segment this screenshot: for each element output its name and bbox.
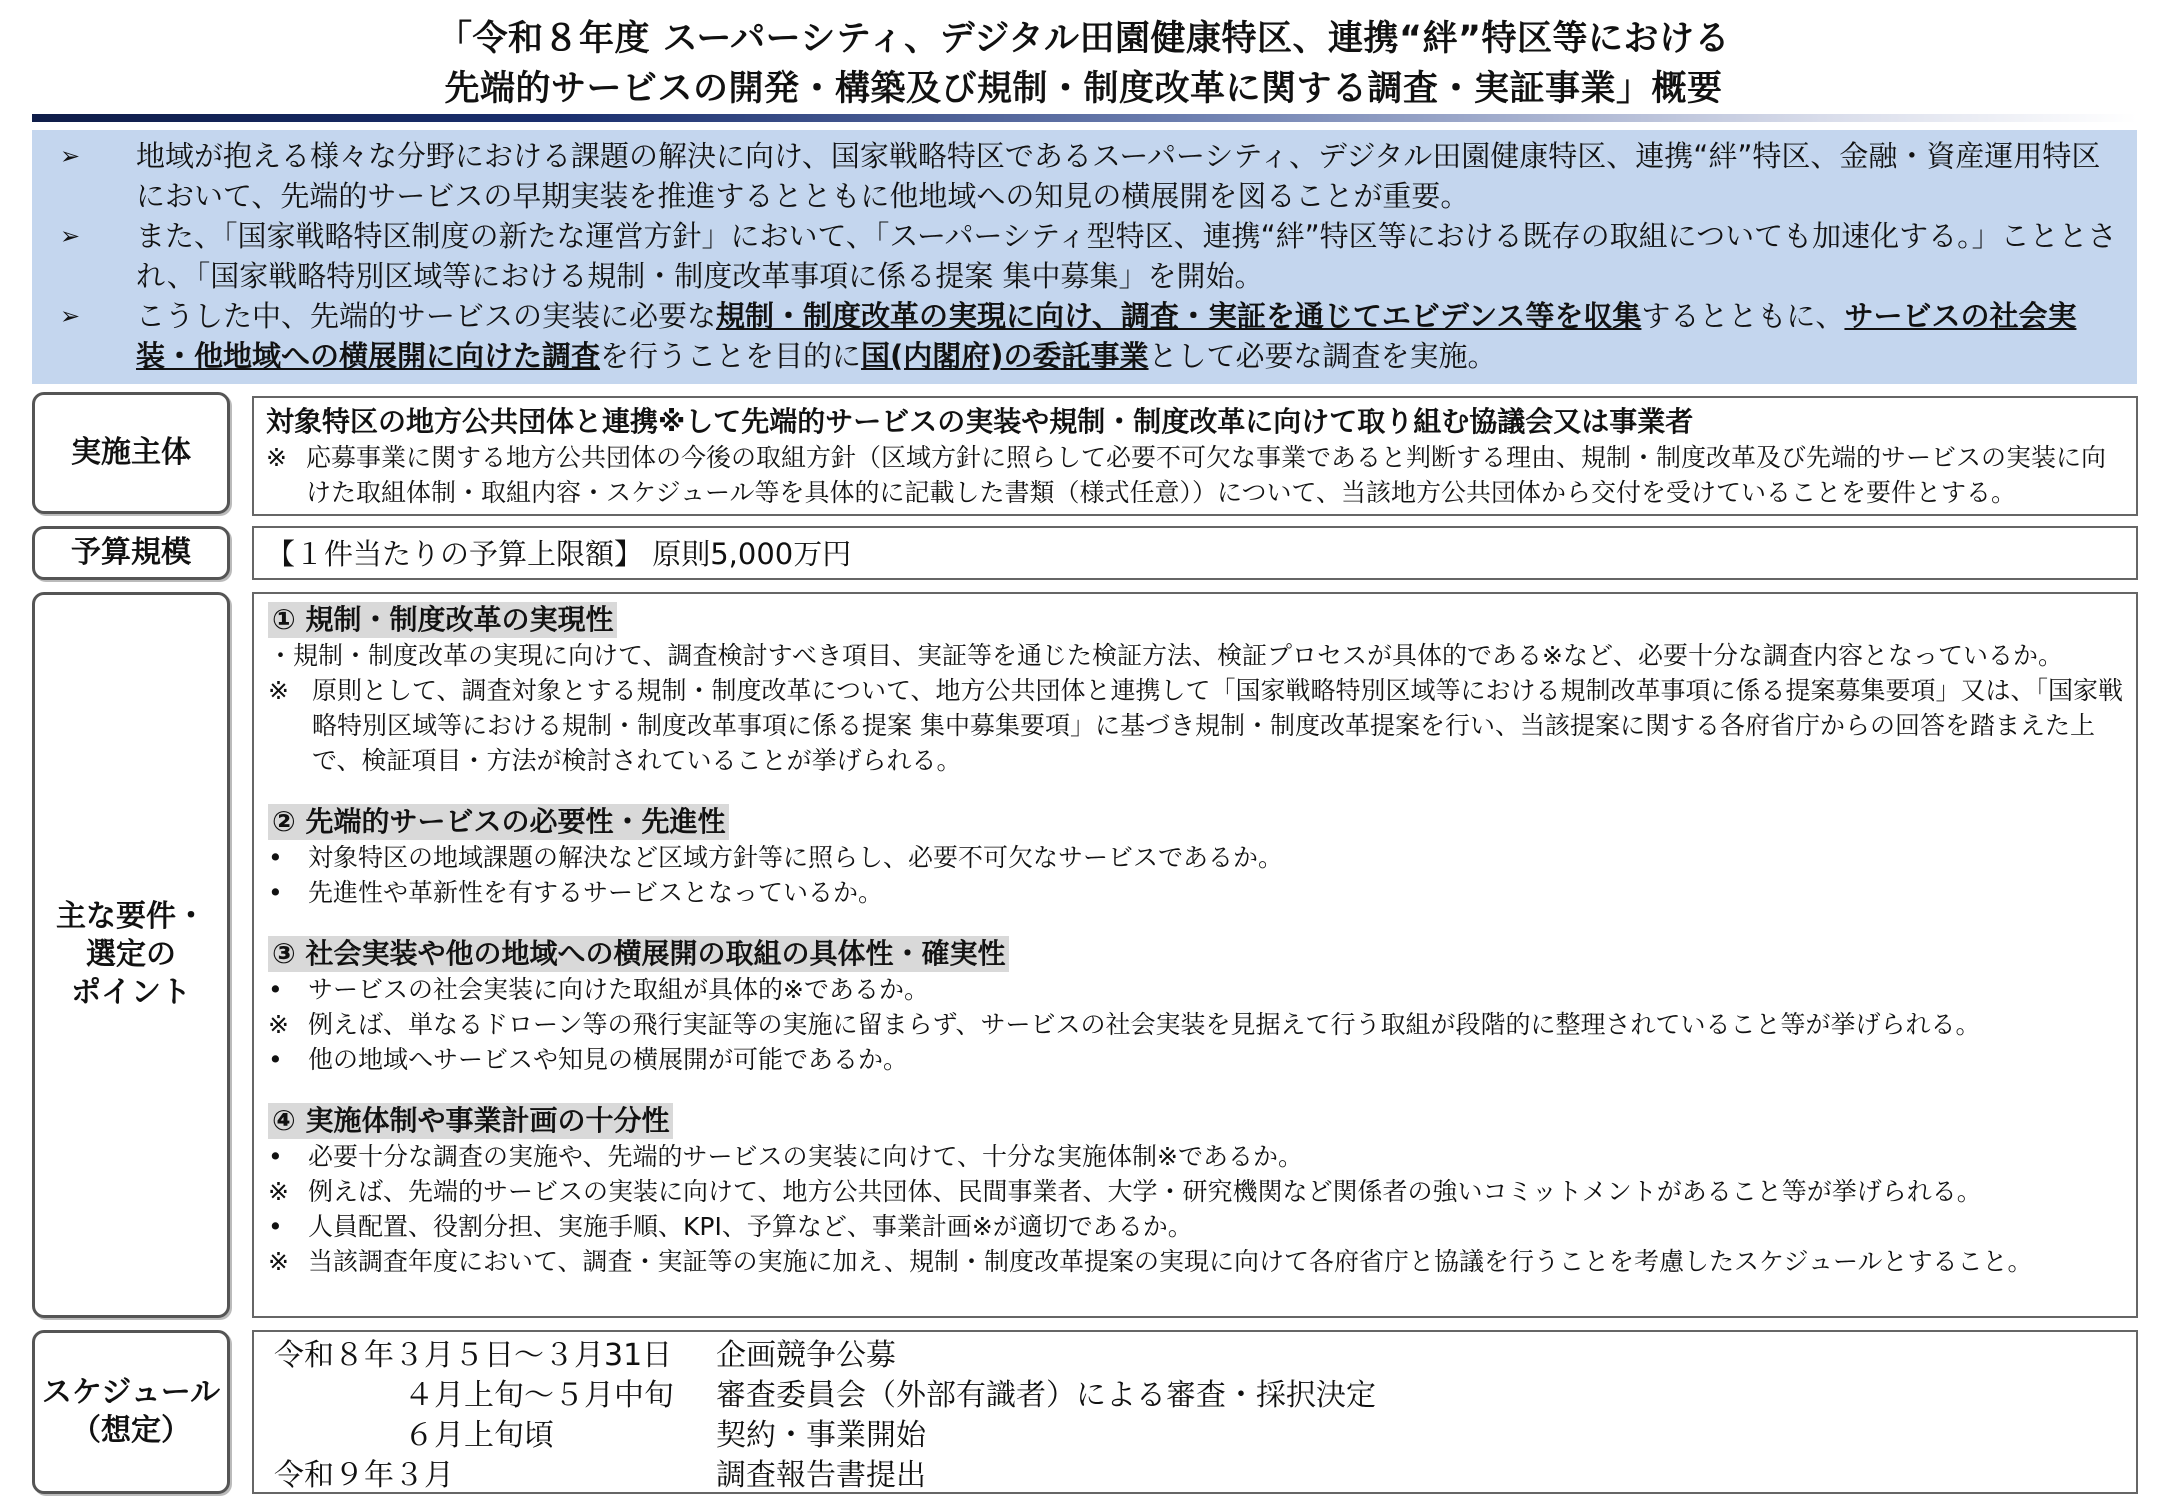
title-divider-bar xyxy=(32,114,2137,122)
section-1-line xyxy=(268,638,2124,673)
schedule-date: 令和９年３月 xyxy=(274,1458,454,1493)
intro-item xyxy=(52,296,2117,376)
requirements-box xyxy=(252,592,2138,1318)
section-3-bullet-2: 他の地域へサービスや知見の横展開が可能であるか。 xyxy=(308,1045,909,1074)
section-heading-2: ② 先端的サービスの必要性・先進性 xyxy=(268,804,729,840)
title-line-2: 先端的サービスの開発・構築及び規制・制度改革に関する調査・実証事業」概要 xyxy=(444,69,1723,109)
title-line-1: 「令和８年度 スーパーシティ、デジタル田園健康特区、連携“絆”特区等における xyxy=(436,19,1731,59)
bullet-icon: • xyxy=(268,843,283,872)
implementer-main: 対象特区の地方公共団体と連携※して先端的サービスの実装や規制・制度改革に向けて取り組む協議会又は事業者 xyxy=(266,405,1694,438)
intro-text-3a: こうした中、先端的サービスの実装に必要な xyxy=(136,299,717,333)
list-item xyxy=(268,1244,2124,1279)
schedule-date: ４月上旬～５月中旬 xyxy=(404,1378,674,1413)
bullet-icon: • xyxy=(268,975,283,1004)
requirements-label-line-1: 主な要件・ xyxy=(56,899,206,934)
schedule-label-line-2: （想定） xyxy=(70,1413,191,1448)
list-item xyxy=(268,1139,2124,1174)
schedule-box xyxy=(252,1330,2138,1494)
implementer-box xyxy=(252,396,2138,516)
list-item xyxy=(268,1042,2124,1077)
list-item xyxy=(268,972,2124,1007)
requirements-label-line-3: ポイント xyxy=(71,975,191,1010)
intro-text-3 xyxy=(136,296,2117,376)
section-heading-3: ③ 社会実装や他の地域への横展開の取組の具体性・確実性 xyxy=(268,936,1009,972)
requirements-label xyxy=(32,592,230,1318)
section-heading-4: ④ 実施体制や事業計画の十分性 xyxy=(268,1103,673,1139)
arrow-bullet-icon: ➢ xyxy=(60,302,81,330)
arrow-bullet-icon: ➢ xyxy=(60,142,81,170)
section-4-note-1: 例えば、先端的サービスの実装に向けて、地方公共団体、民間事業者、大学・研究機関など関係者の強いコミットメントがあること等が挙げられる。 xyxy=(308,1177,1982,1206)
schedule-date: ６月上旬頃 xyxy=(404,1418,554,1453)
list-item xyxy=(268,1209,2124,1244)
section-4-note-2: 当該調査年度において、調査・実証等の実施に加え、規制・制度改革提案の実現に向けて各府省庁と協議を行うことを考慮したスケジュールとすること。 xyxy=(308,1247,2033,1276)
note-mark: ※ xyxy=(268,1247,289,1276)
budget-box xyxy=(252,526,2138,580)
schedule-label xyxy=(32,1330,230,1494)
budget-label-text: 予算規模 xyxy=(71,535,191,570)
section-heading-1: ① 規制・制度改革の実現性 xyxy=(268,602,617,638)
implementer-label xyxy=(32,392,230,514)
intro-item xyxy=(52,136,2117,216)
section-2-bullet-2: 先進性や革新性を有するサービスとなっているか。 xyxy=(308,878,884,907)
bullet-icon: • xyxy=(268,1045,283,1074)
arrow-bullet-icon: ➢ xyxy=(60,222,81,250)
intro-text-3c: するとともに、 xyxy=(1641,299,1845,333)
schedule-row xyxy=(274,1416,2124,1456)
intro-emphasis-3: 国(内閣府)の委託事業 xyxy=(861,339,1149,373)
bullet-icon: • xyxy=(268,1212,283,1241)
schedule-event: 契約・事業開始 xyxy=(716,1418,926,1453)
section-3-note-1: 例えば、単なるドローン等の飛行実証等の実施に留まらず、サービスの社会実装を見据えて行う取組が段階的に整理されていること等が挙げられる。 xyxy=(308,1010,1981,1039)
implementer-note-text: 応募事業に関する地方公共団体の今後の取組方針（区域方針に照らして必要不可欠な事業であると判断する理由、規制・制度改革及び先端的サービスの実装に向けた取組体制・取組内容・スケジュール等を具体的に記載した書類（様式任意））について、当該地方公共団体から交付を受けていることを要件とする。 xyxy=(306,443,2107,507)
schedule-event: 企画競争公募 xyxy=(716,1338,896,1373)
note-mark: ※ xyxy=(266,443,287,472)
schedule-event: 審査委員会（外部有識者）による審査・採択決定 xyxy=(716,1378,1376,1413)
intro-text-3e: を行うことを目的に xyxy=(600,339,862,373)
section-1-note-text: 原則として、調査対象とする規制・制度改革について、地方公共団体と連携して「国家戦略特別区域等における規制改革事項に係る提案募集要項」又は、「国家戦略特別区域等における規制・制度改革事項に係る提案 集中募集要項」に基づき規制・制度改革提案を行い、当該提案に関する各府省庁からの回答を踏まえた上で、検証項目・方法が検討されていることが挙げられる。 xyxy=(312,676,2124,775)
intro-emphasis-2: サービスの社会実装・他地域への横展開に向けた調査 xyxy=(136,299,2077,373)
section-3-bullet-1: サービスの社会実装に向けた取組が具体的※であるか。 xyxy=(308,975,929,1004)
intro-text-3g: として必要な調査を実施。 xyxy=(1148,339,1497,373)
section-4-bullet-1: 必要十分な調査の実施や、先端的サービスの実装に向けて、十分な実施体制※であるか。 xyxy=(308,1142,1303,1171)
page-title xyxy=(0,14,2167,114)
section-2-bullet-1: 対象特区の地域課題の解決など区域方針等に照らし、必要不可欠なサービスであるか。 xyxy=(308,843,1284,872)
list-item xyxy=(268,840,2124,875)
list-item xyxy=(268,875,2124,910)
intro-panel xyxy=(32,130,2137,384)
schedule-row xyxy=(274,1376,2124,1416)
schedule-row xyxy=(274,1456,2124,1496)
section-4-bullet-2: 人員配置、役割分担、実施手順、KPI、予算など、事業計画※が適切であるか。 xyxy=(308,1212,1193,1241)
intro-item xyxy=(52,216,2117,296)
implementer-note xyxy=(266,440,2124,510)
implementer-label-text: 実施主体 xyxy=(71,435,191,470)
section-1-note xyxy=(268,673,2124,778)
intro-text-1: 地域が抱える様々な分野における課題の解決に向け、国家戦略特区であるスーパーシティ、デジタル田園健康特区、連携“絆”特区、金融・資産運用特区において、先端的サービスの早期実装を推進するとともに他地域への知見の横展開を図ることが重要。 xyxy=(136,139,2101,213)
budget-label xyxy=(32,526,230,580)
schedule-date: 令和８年３月５日～３月31日 xyxy=(274,1338,673,1373)
schedule-row xyxy=(274,1336,2124,1376)
note-mark: ※ xyxy=(268,1177,289,1206)
schedule-event: 調査報告書提出 xyxy=(716,1458,926,1493)
bullet-icon: • xyxy=(268,878,283,907)
intro-text-2: また、「国家戦略特区制度の新たな運営方針」において、「スーパーシティ型特区、連携“絆”特区等における既存の取組についても加速化する。」こととされ、「国家戦略特別区域等における規制・制度改革事項に係る提案 集中募集」を開始。 xyxy=(136,219,2117,293)
note-mark: ※ xyxy=(268,676,289,705)
schedule-label-line-1: スケジュール xyxy=(41,1375,221,1410)
note-mark: ※ xyxy=(268,1010,289,1039)
list-item xyxy=(268,1007,2124,1042)
requirements-label-line-2: 選定の xyxy=(86,937,176,972)
list-item xyxy=(268,1174,2124,1209)
section-1-bullet-1: ・規制・制度改革の実現に向けて、調査検討すべき項目、実証等を通じた検証方法、検証プロセスが具体的である※など、必要十分な調査内容となっているか。 xyxy=(268,641,2063,670)
bullet-icon: • xyxy=(268,1142,283,1171)
intro-emphasis-1: 規制・制度改革の実現に向け、調査・実証を通じてエビデンス等を収集 xyxy=(716,299,1642,333)
budget-text: 【１件当たりの予算上限額】 原則5,000万円 xyxy=(266,537,852,571)
